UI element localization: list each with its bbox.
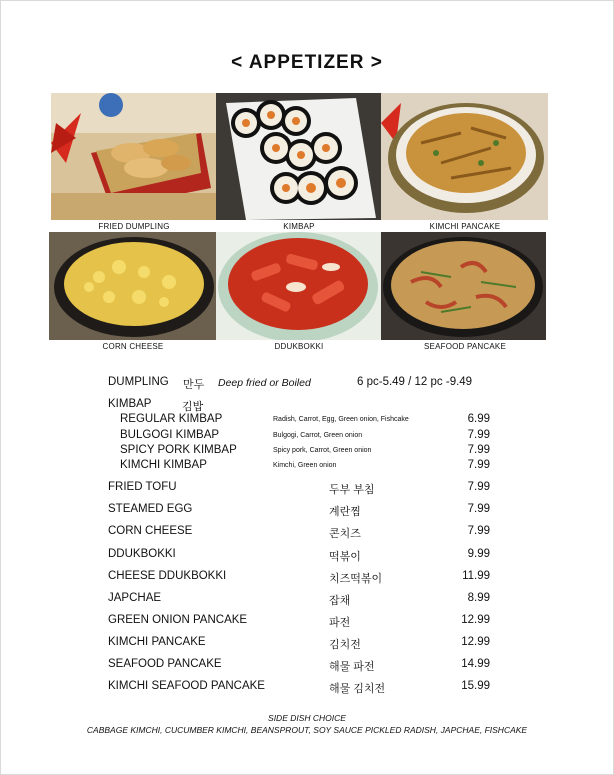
- kimbap-item-price: 7.99: [467, 459, 490, 471]
- menu-item-price: 11.99: [462, 570, 490, 582]
- menu-item-price: 7.99: [467, 481, 490, 493]
- menu-item-korean: 잡채: [329, 595, 351, 607]
- menu-item-korean: 만두: [183, 379, 205, 391]
- menu-item-korean: 김밥: [182, 401, 204, 413]
- kimchi-pancake-photo: [381, 93, 548, 220]
- menu-item-korean: 계란찜: [329, 506, 361, 518]
- side-dish-title: SIDE DISH CHOICE: [268, 713, 346, 723]
- seafood-pancake-photo: [381, 232, 546, 340]
- menu-item-name: STEAMED EGG: [108, 503, 193, 515]
- menu-item-name: GREEN ONION PANCAKE: [108, 614, 248, 626]
- menu-item-price: 7.99: [467, 525, 490, 537]
- side-dish-list: CABBAGE KIMCHI, CUCUMBER KIMCHI, BEANSPROUT, SOY SAUCE PICKLED RADISH, JAPCHAE, FISHCAKE: [86, 725, 528, 735]
- menu-item-price: 12.99: [461, 614, 490, 626]
- menu-item-name: JAPCHAE: [108, 592, 162, 604]
- menu-item-price: 9.99: [467, 548, 490, 560]
- menu-item-name: KIMCHI SEAFOOD PANCAKE: [108, 680, 265, 692]
- menu-item-korean: 김치전: [329, 639, 361, 651]
- menu-item-price: 12.99: [461, 636, 490, 648]
- menu-item-korean: 콘치즈: [329, 528, 361, 540]
- menu-item-name: KIMBAP: [108, 398, 152, 410]
- page-title: < APPETIZER >: [231, 52, 383, 73]
- photo-caption: CORN CHEESE: [102, 342, 164, 351]
- menu-item-name: DUMPLING: [108, 376, 169, 388]
- menu-item-korean: 떡볶이: [329, 551, 361, 563]
- menu-item-korean: 해물 김치전: [329, 683, 386, 695]
- photo-caption: KIMBAP: [283, 222, 315, 231]
- kimbap-item-description: Radish, Carrot, Egg, Green onion, Fishcake: [273, 416, 409, 423]
- menu-item-name: CORN CHEESE: [108, 525, 193, 537]
- photo-caption: KIMCHI PANCAKE: [429, 222, 501, 231]
- kimbap-item-description: Spicy pork, Carrot, Green onion: [273, 447, 372, 454]
- kimbap-item-name: KIMCHI KIMBAP: [120, 459, 207, 471]
- kimbap-item-price: 7.99: [467, 429, 490, 441]
- kimbap-item-description: Kimchi, Green onion: [273, 462, 337, 469]
- photo-caption: SEAFOOD PANCAKE: [424, 342, 506, 351]
- menu-item-name: FRIED TOFU: [108, 481, 177, 493]
- kimbap-item-price: 7.99: [467, 444, 490, 456]
- menu-item-price: 7.99: [467, 503, 490, 515]
- menu-item-price: 6 pc-5.49 / 12 pc -9.49: [357, 376, 473, 388]
- ddukbokki-photo: [216, 232, 381, 340]
- menu-item-name: KIMCHI PANCAKE: [108, 636, 206, 648]
- photo-caption: DDUKBOKKI: [274, 342, 324, 351]
- kimbap-photo: [216, 93, 381, 220]
- menu-item-price: 8.99: [467, 592, 490, 604]
- menu-item-korean: 해물 파전: [329, 661, 375, 673]
- menu-item-name: DDUKBOKKI: [108, 548, 176, 560]
- menu-item-name: SEAFOOD PANCAKE: [108, 658, 222, 670]
- menu-item-name: CHEESE DDUKBOKKI: [108, 570, 227, 582]
- fried-dumpling-photo: [51, 93, 216, 220]
- kimbap-item-name: SPICY PORK KIMBAP: [120, 444, 237, 456]
- menu-item-korean: 치즈떡볶이: [329, 573, 383, 585]
- menu-item-korean: 두부 부침: [329, 484, 375, 496]
- kimbap-item-name: BULGOGI KIMBAP: [120, 429, 220, 441]
- kimbap-item-description: Bulgogi, Carrot, Green onion: [273, 432, 363, 439]
- photo-caption: FRIED DUMPLING: [98, 222, 170, 231]
- menu-item-price: 15.99: [461, 680, 490, 692]
- kimbap-item-name: REGULAR KIMBAP: [120, 413, 223, 425]
- kimbap-item-price: 6.99: [467, 413, 490, 425]
- menu-item-korean: 파전: [329, 617, 351, 629]
- menu-item-price: 14.99: [461, 658, 490, 670]
- corn-cheese-photo: [49, 232, 216, 340]
- menu-item-description: Deep fried or Boiled: [218, 377, 311, 389]
